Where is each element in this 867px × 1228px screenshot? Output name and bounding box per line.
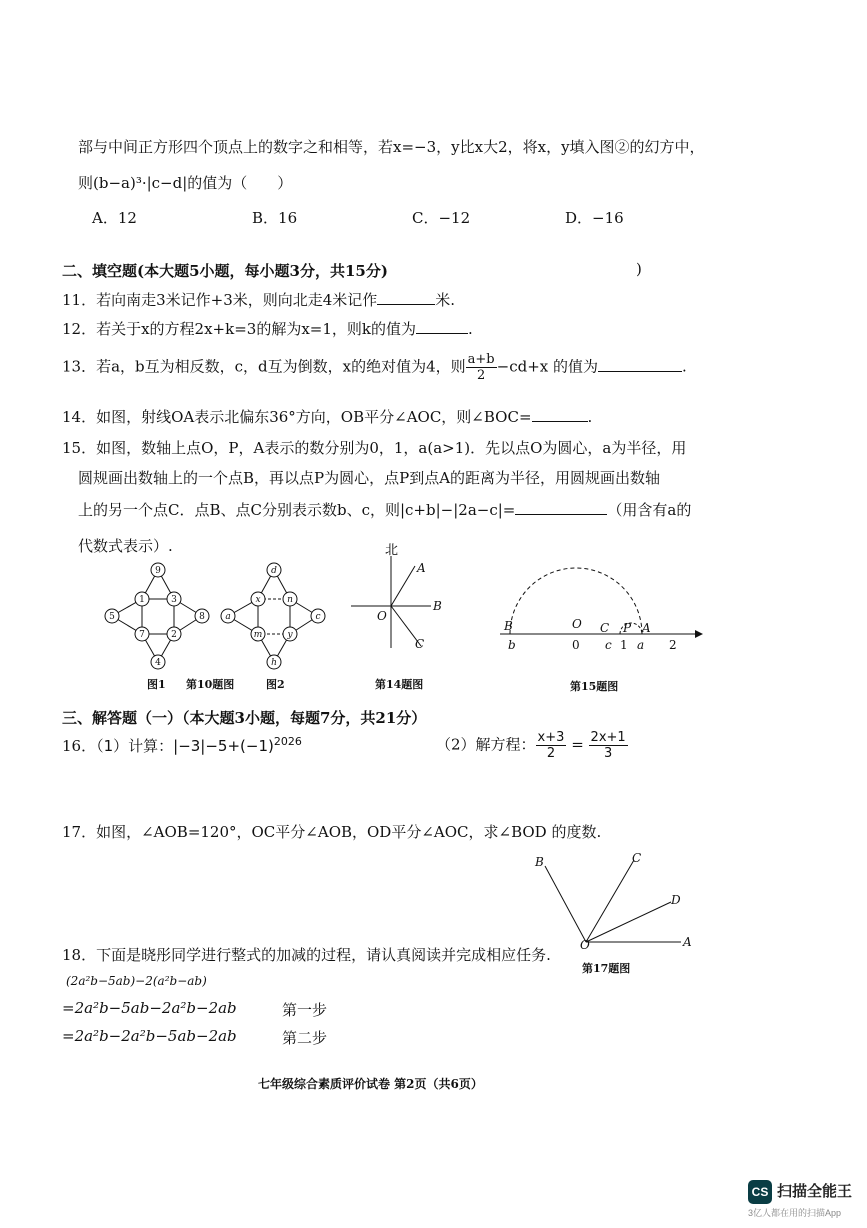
- fig15-point-a: A: [642, 621, 651, 635]
- q15-line1: [62, 437, 686, 458]
- figure-14: [345, 542, 455, 662]
- fig10-label: 9: [155, 566, 161, 576]
- q13-frac-den: 2: [477, 368, 486, 383]
- q16-eq: =: [571, 735, 584, 754]
- q18-num: 18．: [62, 946, 97, 964]
- q11-blank: [377, 290, 435, 305]
- q16-rhs-num: 2x+1: [590, 730, 626, 745]
- fig17-label-d: D: [671, 893, 681, 907]
- q16: [62, 735, 302, 756]
- fig17-label-b: B: [535, 855, 544, 869]
- q14-text: 如图，射线OA表示北偏东36°方向，OB平分∠AOC，则∠BOC=: [96, 408, 532, 426]
- q18-step2: =2a²b−2a²b−5ab−2ab: [62, 1027, 237, 1045]
- watermark-subtitle: 3亿人都在用的扫描App: [748, 1208, 842, 1218]
- fig17-caption: 第17题图: [582, 962, 631, 975]
- q15-line4: 代数式表示）.: [78, 537, 173, 555]
- fig15-value-b: b: [508, 638, 516, 652]
- q16-lhs: [536, 730, 567, 761]
- fig10-label: y: [287, 630, 293, 640]
- q13-text2: 的值为: [553, 357, 599, 376]
- fig10-label: 3: [171, 595, 177, 605]
- fig15-value-2: 2: [669, 638, 677, 652]
- figure-10: [100, 558, 340, 688]
- fig15-point-o: O: [572, 617, 582, 631]
- q16-lhs-num: x+3: [537, 730, 565, 745]
- q13-blank: [598, 357, 682, 372]
- fig15-value-0: 0: [572, 638, 580, 652]
- q16-lhs-den: 2: [546, 746, 556, 761]
- q14-num: 14．: [62, 408, 97, 426]
- fig15-point-p: P: [623, 621, 632, 635]
- fig10-label: c: [315, 612, 321, 622]
- q16-part2-label: （2）解方程：: [436, 735, 536, 754]
- q18-expr0: (2a²b−5ab)−2(a²b−ab): [66, 974, 207, 988]
- fig10-label: m: [253, 630, 263, 640]
- section2-title: 二、填空题(本大题5小题，每小题3分，共15分): [62, 262, 388, 280]
- fig10-label: 7: [139, 630, 145, 640]
- fig10-caption1: 图1: [147, 678, 166, 691]
- fig14-caption: 第14题图: [375, 678, 424, 691]
- fig10-label: 2: [171, 630, 177, 640]
- q13-fraction: [466, 352, 497, 383]
- fig14-label-c: C: [415, 637, 425, 651]
- q13-after: .: [682, 357, 687, 376]
- q18-step1-label: 第一步: [282, 1001, 328, 1019]
- q14: [62, 406, 592, 427]
- fig17-label-o: O: [580, 938, 590, 952]
- q13: [62, 352, 687, 383]
- q15-line2: 圆规画出数轴上的一个点B，再以点P为圆心，点P到点A的距离为半径，用圆规画出数轴: [78, 469, 661, 487]
- q13-expr: −cd+x: [496, 357, 549, 376]
- q16-rhs: [589, 730, 628, 761]
- q11: [62, 289, 455, 310]
- figure-15: [495, 560, 705, 660]
- fig17-label-a: A: [683, 935, 692, 949]
- camscanner-logo-icon: CS: [748, 1180, 772, 1204]
- q10-option-a: A．12: [92, 209, 137, 227]
- q12-blank: [416, 319, 468, 334]
- q13-num: 13．: [62, 357, 97, 376]
- figure-17: [528, 848, 708, 958]
- q15-text3-after: （用含有a的: [607, 501, 692, 519]
- fig10-label: 1: [139, 595, 145, 605]
- q17-text: 如图，∠AOB=120°，OC平分∠AOB，OD平分∠AOC，求∠BOD 的度数.: [96, 823, 602, 841]
- q18-step2-label: 第二步: [282, 1029, 328, 1047]
- q18-step1: =2a²b−5ab−2a²b−2ab: [62, 999, 237, 1017]
- page-footer: 七年级综合素质评价试卷 第2页（共6页）: [258, 1077, 483, 1091]
- fig10-label: 5: [109, 612, 115, 622]
- q16-rhs-den: 3: [603, 746, 613, 761]
- q15-blank: [515, 500, 607, 515]
- q10-option-c: C．−12: [412, 209, 471, 227]
- q16-part1: （1）计算：|−3|−5+(−1): [96, 737, 274, 755]
- fig15-point-b: B: [504, 619, 513, 633]
- q14-after: .: [587, 408, 593, 426]
- q15-text1: 如图，数轴上点O，P，A表示的数分别为0，1，a(a>1)．先以点O为圆心，a为半径，用: [96, 439, 687, 457]
- fig10-label: x: [255, 595, 261, 605]
- q10-line1: 部与中间正方形四个顶点上的数字之和相等，若x=−3，y比x大2，将x，y填入图②的幻方中，: [78, 138, 705, 156]
- fig10-label: 4: [155, 658, 161, 668]
- fig10-label: d: [271, 566, 277, 576]
- fig15-value-c: c: [605, 638, 612, 652]
- q11-after: 米.: [435, 291, 456, 309]
- q10-line2: 则(b−a)³·|c−d|的值为（ ）: [78, 174, 293, 192]
- q13-frac-num: a+b: [467, 352, 495, 367]
- fig10-label: a: [225, 612, 231, 622]
- section2-stray: ): [636, 260, 642, 278]
- q10-option-b: B．16: [252, 209, 298, 227]
- q18-text: 下面是晓彤同学进行整式的加减的过程，请认真阅读并完成相应任务.: [96, 946, 551, 964]
- q17-num: 17．: [62, 823, 97, 841]
- q12: [62, 318, 473, 339]
- q16-exponent: 2026: [273, 735, 302, 748]
- fig14-label-a: A: [417, 561, 426, 575]
- q15-text3: 上的另一个点C．点B、点C分别表示数b、c，则|c+b|−|2a−c|=: [78, 501, 516, 519]
- q10-option-d: D．−16: [565, 209, 624, 227]
- fig14-label-b: B: [433, 599, 442, 613]
- q12-after: .: [468, 320, 473, 338]
- fig15-caption: 第15题图: [570, 680, 619, 693]
- fig15-value-a: a: [637, 638, 645, 652]
- q16-num: 16．: [62, 737, 97, 755]
- q17: [62, 821, 601, 842]
- fig10-caption2: 图2: [266, 678, 285, 691]
- q13-text: 若a，b互为相反数，c，d互为倒数，x的绝对值为4，则: [96, 357, 466, 376]
- fig10-label: h: [271, 658, 277, 668]
- fig10-label: n: [287, 595, 293, 605]
- fig14-north: 北: [385, 543, 399, 558]
- q11-text: 若向南走3米记作+3米，则向北走4米记作: [96, 291, 378, 309]
- q11-num: 11．: [62, 291, 97, 309]
- fig17-label-c: C: [632, 851, 642, 865]
- fig14-label-o: O: [377, 609, 387, 623]
- q15-line3: [78, 499, 691, 520]
- q14-blank: [532, 407, 588, 422]
- fig15-value-1: 1: [620, 638, 628, 652]
- q15-num: 15．: [62, 439, 97, 457]
- q12-num: 12．: [62, 320, 97, 338]
- fig15-point-c: C: [600, 621, 610, 635]
- watermark-brand: 扫描全能王: [777, 1183, 853, 1200]
- q12-text: 若关于x的方程2x+k=3的解为x=1，则k的值为: [96, 320, 416, 338]
- section3-title: 三、解答题（一）（本大题3小题，每题7分，共21分）: [62, 709, 427, 727]
- q16-part2: [436, 730, 628, 761]
- fig10-label: 8: [199, 612, 205, 622]
- q18: [62, 944, 551, 965]
- fig10-caption-mid: 第10题图: [186, 678, 235, 691]
